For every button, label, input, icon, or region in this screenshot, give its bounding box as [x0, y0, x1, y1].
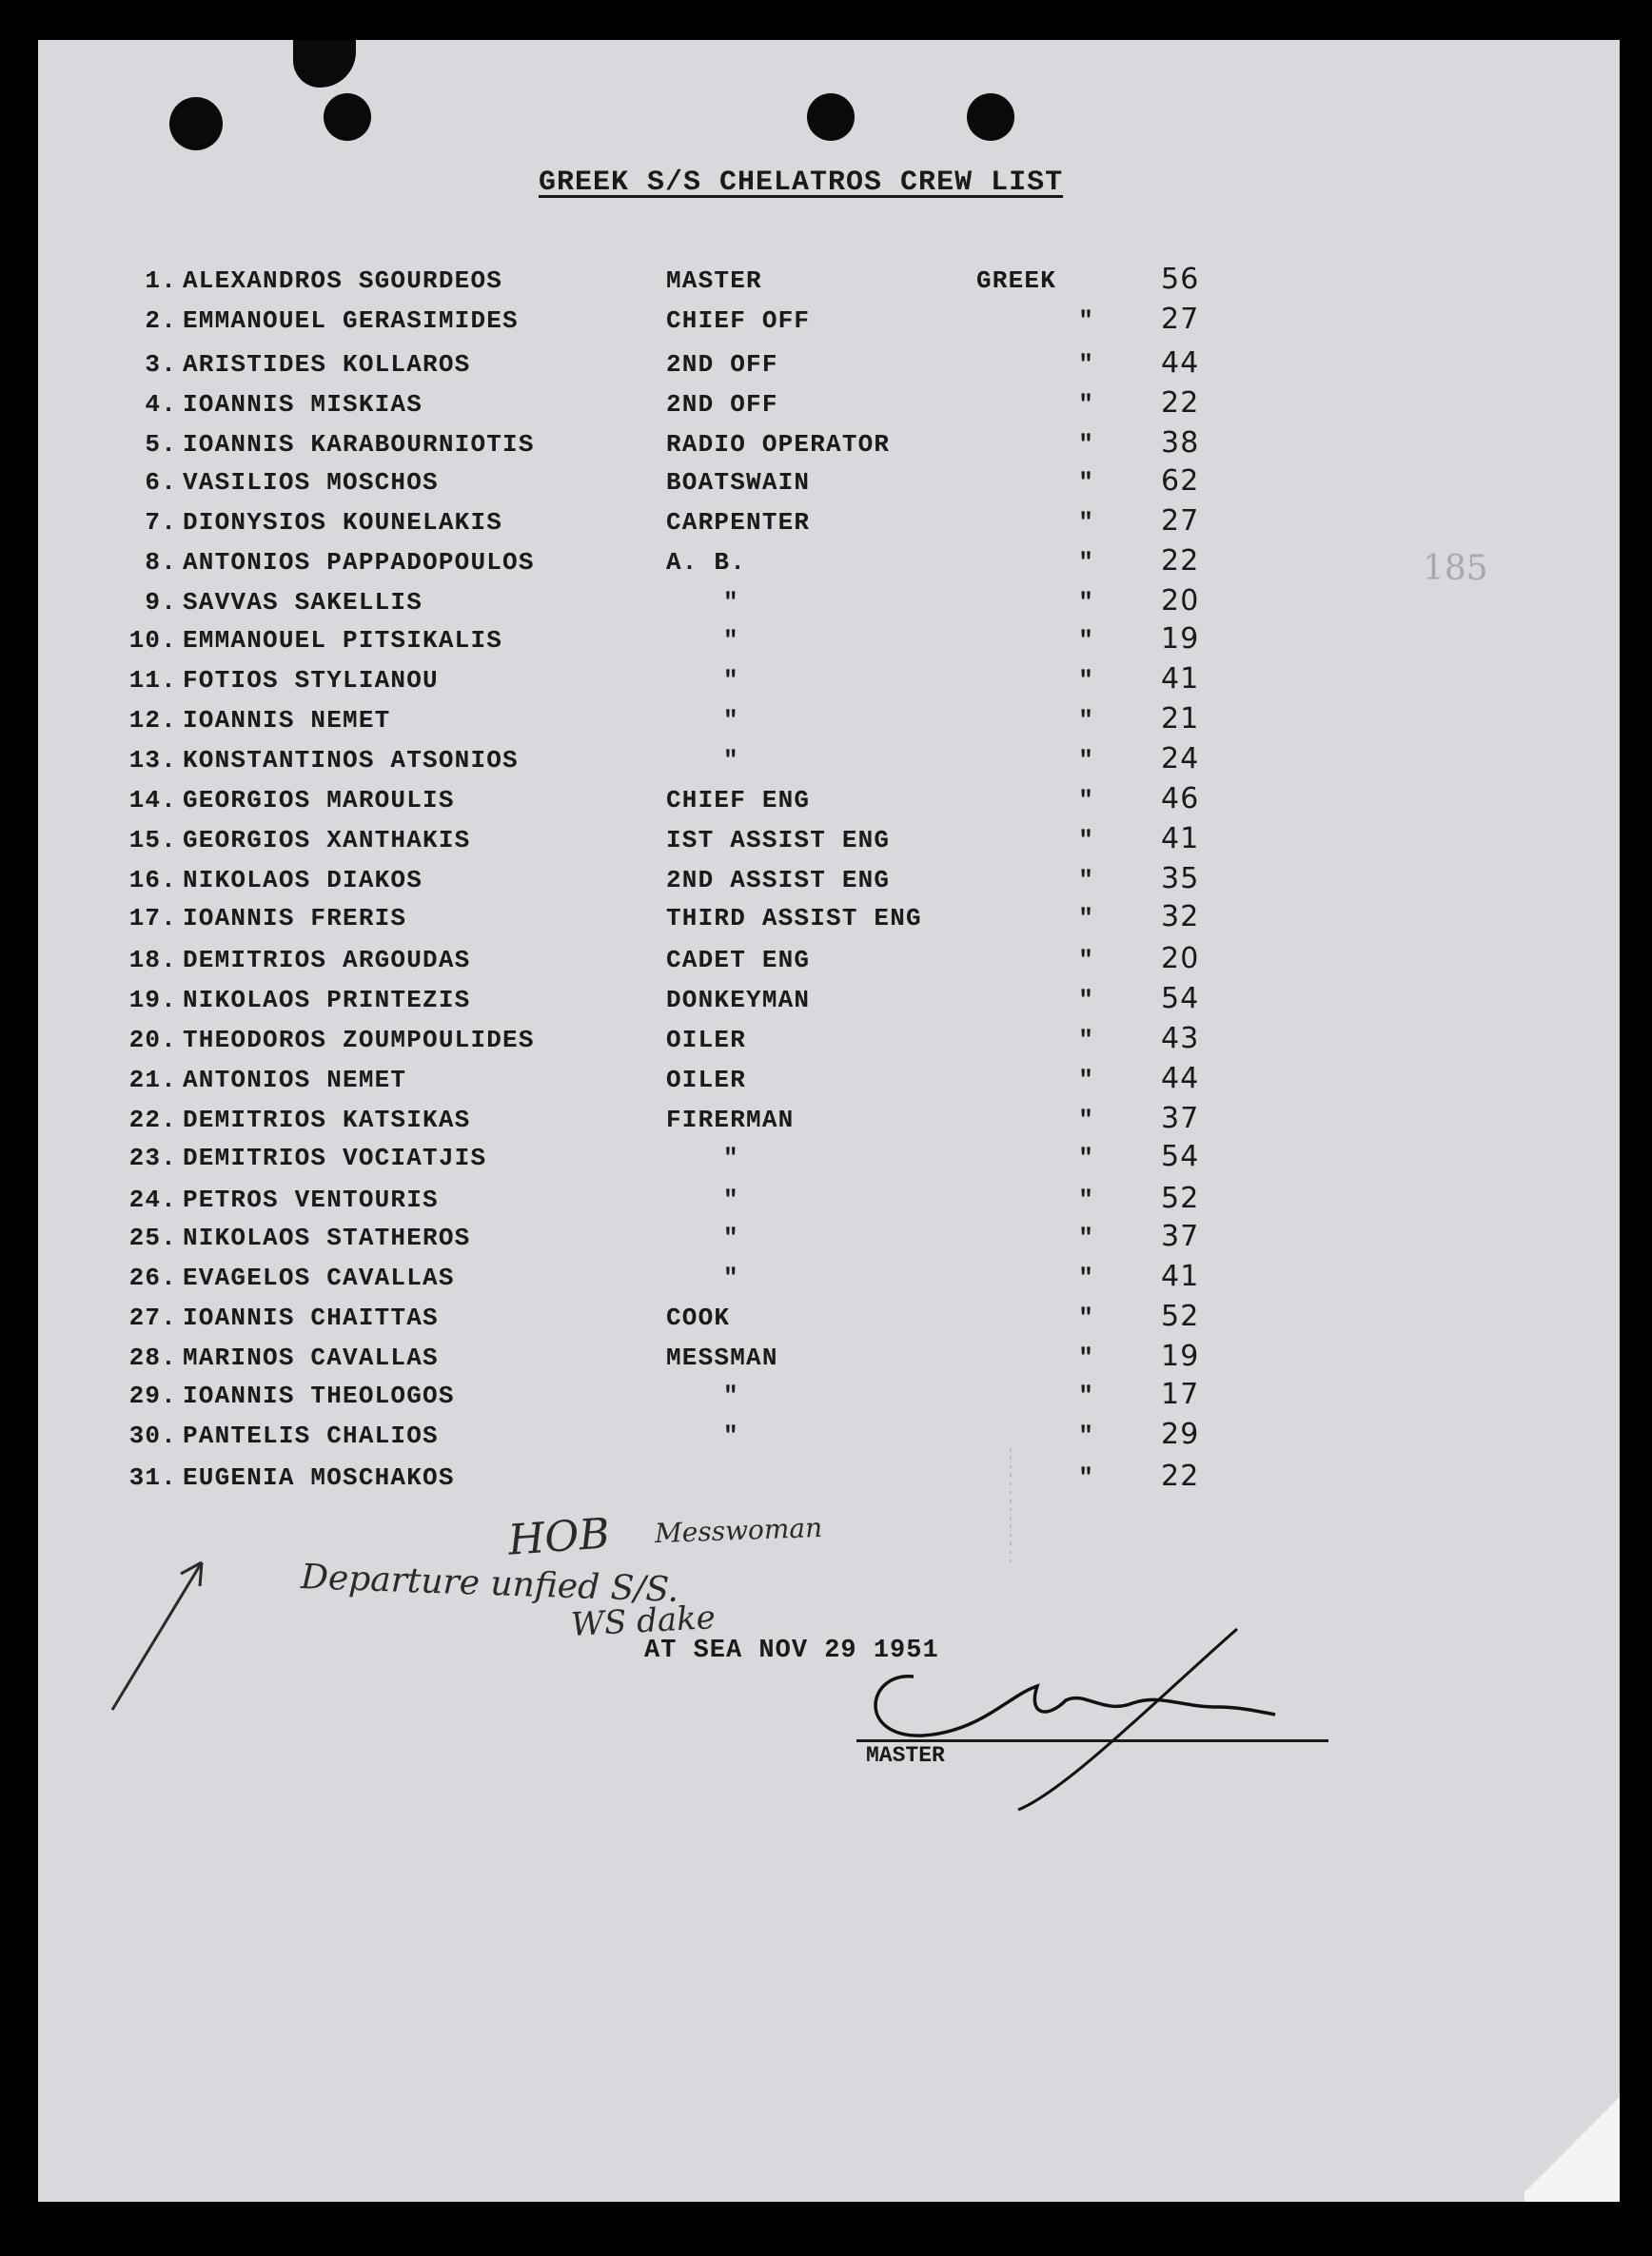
- crew-age: 27: [1161, 504, 1200, 538]
- crew-name: VASILIOS MOSCHOS: [183, 468, 439, 497]
- crew-nationality: ": [1078, 1066, 1094, 1094]
- crew-name: GEORGIOS XANTHAKIS: [183, 826, 471, 854]
- crew-number: 11.: [128, 666, 177, 695]
- crew-age: 44: [1161, 1062, 1200, 1095]
- crew-age: 29: [1161, 1418, 1200, 1451]
- page-corner-fold: [1524, 2088, 1620, 2202]
- document-page: [38, 40, 1620, 2202]
- crew-name: IOANNIS CHAITTAS: [183, 1304, 439, 1332]
- crew-age: 19: [1161, 1340, 1200, 1373]
- crew-name: GEORGIOS MAROULIS: [183, 786, 455, 814]
- crew-name: ARISTIDES KOLLAROS: [183, 350, 471, 379]
- crew-age: 20: [1161, 942, 1200, 975]
- crew-number: 24.: [128, 1186, 177, 1214]
- crew-number: 17.: [128, 904, 177, 932]
- crew-age: 32: [1161, 900, 1200, 933]
- signature-icon: [875, 1677, 1275, 1736]
- crew-name: KONSTANTINOS ATSONIOS: [183, 746, 519, 775]
- crew-age: 43: [1161, 1022, 1200, 1055]
- crew-age: 52: [1161, 1182, 1200, 1215]
- page-title: GREEK S/S CHELATROS CREW LIST: [539, 167, 1064, 199]
- crew-nationality: ": [1078, 508, 1094, 537]
- crew-number: 6.: [145, 468, 177, 497]
- crew-nationality: ": [1078, 1264, 1094, 1292]
- crew-rank: MASTER: [666, 266, 762, 295]
- crew-name: EMMANOUEL GERASIMIDES: [183, 306, 519, 335]
- crew-age: 24: [1161, 742, 1200, 775]
- crew-name: PANTELIS CHALIOS: [183, 1422, 439, 1450]
- crew-name: IOANNIS NEMET: [183, 706, 391, 735]
- crew-number: 14.: [128, 786, 177, 814]
- signature-stroke: [1018, 1629, 1237, 1810]
- crew-nationality: ": [1078, 430, 1094, 459]
- crew-number: 1.: [145, 266, 177, 295]
- annotation-departure: Departure unfied S/S.: [300, 1558, 679, 1610]
- crew-age: 41: [1161, 662, 1200, 696]
- crew-nationality: ": [1078, 786, 1094, 814]
- arrow-icon: [112, 1562, 202, 1710]
- crew-rank: ": [723, 706, 739, 735]
- crew-nationality: ": [1078, 866, 1094, 894]
- crew-age: 27: [1161, 303, 1200, 336]
- crew-name: EMMANOUEL PITSIKALIS: [183, 626, 503, 655]
- crew-age: 54: [1161, 982, 1200, 1015]
- crew-number: 27.: [128, 1304, 177, 1332]
- handwriting-overlay: [38, 40, 1620, 2202]
- crew-number: 23.: [128, 1144, 177, 1172]
- crew-number: 21.: [128, 1066, 177, 1094]
- crew-rank: ": [723, 1382, 739, 1410]
- crew-rank: ": [723, 1422, 739, 1450]
- crew-number: 8.: [145, 548, 177, 577]
- crew-name: NIKOLAOS PRINTEZIS: [183, 986, 471, 1014]
- page-number: 185: [1423, 549, 1488, 588]
- crew-nationality: ": [1078, 1463, 1094, 1492]
- crew-number: 22.: [128, 1106, 177, 1134]
- crew-name: IOANNIS KARABOURNIOTIS: [183, 430, 535, 459]
- crew-nationality: ": [1078, 1144, 1094, 1172]
- crew-rank: ": [723, 1186, 739, 1214]
- crew-number: 26.: [128, 1264, 177, 1292]
- footer-place-date: AT SEA NOV 29 1951: [644, 1637, 939, 1665]
- crew-rank: FIRERMAN: [666, 1106, 795, 1134]
- crew-rank: ": [723, 626, 739, 655]
- crew-rank: BOATSWAIN: [666, 468, 811, 497]
- crew-nationality: ": [1078, 826, 1094, 854]
- crew-age: 56: [1161, 263, 1200, 296]
- crew-rank: A. B.: [666, 548, 747, 577]
- crew-nationality: ": [1078, 588, 1094, 617]
- crew-rank: MESSMAN: [666, 1344, 778, 1372]
- crew-name: NIKOLAOS STATHEROS: [183, 1224, 471, 1252]
- crew-name: IOANNIS THEOLOGOS: [183, 1382, 455, 1410]
- crew-age: 54: [1161, 1140, 1200, 1173]
- crew-nationality: ": [1078, 1224, 1094, 1252]
- crew-age: 62: [1161, 464, 1200, 498]
- crew-nationality: ": [1078, 1422, 1094, 1450]
- crew-rank: ": [723, 666, 739, 695]
- crew-rank: ": [723, 746, 739, 775]
- crew-age: 22: [1161, 386, 1200, 420]
- crew-number: 10.: [128, 626, 177, 655]
- crew-age: 22: [1161, 1460, 1200, 1493]
- annotation-initials: WS dake: [570, 1599, 717, 1644]
- crew-name: ALEXANDROS SGOURDEOS: [183, 266, 503, 295]
- crew-rank: CARPENTER: [666, 508, 811, 537]
- crew-name: THEODOROS ZOUMPOULIDES: [183, 1026, 535, 1054]
- crew-age: 35: [1161, 862, 1200, 895]
- crew-age: 19: [1161, 622, 1200, 656]
- crew-age: 46: [1161, 782, 1200, 815]
- crew-rank: IST ASSIST ENG: [666, 826, 891, 854]
- crew-age: 17: [1161, 1378, 1200, 1411]
- crew-number: 29.: [128, 1382, 177, 1410]
- crew-age: 41: [1161, 1260, 1200, 1293]
- crew-rank: RADIO OPERATOR: [666, 430, 891, 459]
- crew-age: 38: [1161, 426, 1200, 460]
- crew-nationality: ": [1078, 626, 1094, 655]
- crew-rank: DONKEYMAN: [666, 986, 811, 1014]
- crew-rank: CHIEF ENG: [666, 786, 811, 814]
- crew-number: 13.: [128, 746, 177, 775]
- crew-nationality: ": [1078, 1304, 1094, 1332]
- crew-rank: ": [723, 1144, 739, 1172]
- crew-nationality: ": [1078, 1106, 1094, 1134]
- crew-number: 30.: [128, 1422, 177, 1450]
- crew-name: NIKOLAOS DIAKOS: [183, 866, 423, 894]
- crew-number: 15.: [128, 826, 177, 854]
- crew-name: EVAGELOS CAVALLAS: [183, 1264, 455, 1292]
- crew-number: 7.: [145, 508, 177, 537]
- crew-name: ANTONIOS NEMET: [183, 1066, 407, 1094]
- crew-nationality: ": [1078, 306, 1094, 335]
- crew-name: PETROS VENTOURIS: [183, 1186, 439, 1214]
- crew-nationality: ": [1078, 548, 1094, 577]
- crew-nationality: ": [1078, 946, 1094, 974]
- crew-age: 37: [1161, 1102, 1200, 1135]
- crew-rank: CADET ENG: [666, 946, 811, 974]
- crew-number: 12.: [128, 706, 177, 735]
- crew-name: MARINOS CAVALLAS: [183, 1344, 439, 1372]
- crew-number: 2.: [145, 306, 177, 335]
- crew-rank: COOK: [666, 1304, 731, 1332]
- crew-nationality: ": [1078, 1382, 1094, 1410]
- crew-number: 4.: [145, 390, 177, 419]
- crew-name: DEMITRIOS KATSIKAS: [183, 1106, 471, 1134]
- crew-rank: 2ND OFF: [666, 390, 778, 419]
- crew-nationality: ": [1078, 350, 1094, 379]
- crew-nationality: ": [1078, 666, 1094, 695]
- crew-name: EUGENIA MOSCHAKOS: [183, 1463, 455, 1492]
- crew-age: 37: [1161, 1220, 1200, 1253]
- crew-name: ANTONIOS PAPPADOPOULOS: [183, 548, 535, 577]
- crew-name: DEMITRIOS VOCIATJIS: [183, 1144, 487, 1172]
- crew-number: 31.: [128, 1463, 177, 1492]
- crew-number: 19.: [128, 986, 177, 1014]
- crew-rank: CHIEF OFF: [666, 306, 811, 335]
- crew-number: 28.: [128, 1344, 177, 1372]
- crew-number: 3.: [145, 350, 177, 379]
- crew-rank: ": [723, 1264, 739, 1292]
- crew-age: 21: [1161, 702, 1200, 736]
- crew-age: 52: [1161, 1300, 1200, 1333]
- crew-nationality: ": [1078, 1344, 1094, 1372]
- crew-name: IOANNIS FRERIS: [183, 904, 407, 932]
- crew-age: 44: [1161, 346, 1200, 380]
- crew-number: 20.: [128, 1026, 177, 1054]
- crew-nationality: ": [1078, 904, 1094, 932]
- crew-rank: 2ND ASSIST ENG: [666, 866, 891, 894]
- master-label: MASTER: [866, 1743, 945, 1768]
- crew-rank: THIRD ASSIST ENG: [666, 904, 922, 932]
- crew-name: DEMITRIOS ARGOUDAS: [183, 946, 471, 974]
- crew-name: FOTIOS STYLIANOU: [183, 666, 439, 695]
- crew-number: 25.: [128, 1224, 177, 1252]
- crew-nationality: ": [1078, 1026, 1094, 1054]
- crew-age: 20: [1161, 584, 1200, 618]
- annotation-hob: HOB: [506, 1509, 612, 1565]
- crew-nationality: ": [1078, 468, 1094, 497]
- crew-rank: ": [723, 1224, 739, 1252]
- crew-age: 41: [1161, 822, 1200, 855]
- crew-nationality: GREEK: [975, 266, 1056, 295]
- crew-nationality: ": [1078, 1186, 1094, 1214]
- crew-number: 9.: [145, 588, 177, 617]
- crew-age: 22: [1161, 544, 1200, 578]
- annotation-messwoman: Messwoman: [654, 1511, 823, 1550]
- crew-rank: OILER: [666, 1026, 747, 1054]
- crew-number: 5.: [145, 430, 177, 459]
- crew-number: 16.: [128, 866, 177, 894]
- crew-name: IOANNIS MISKIAS: [183, 390, 423, 419]
- crew-nationality: ": [1078, 706, 1094, 735]
- crew-nationality: ": [1078, 746, 1094, 775]
- crew-name: SAVVAS SAKELLIS: [183, 588, 423, 617]
- crew-number: 18.: [128, 946, 177, 974]
- crew-rank: ": [723, 588, 739, 617]
- crew-rank: OILER: [666, 1066, 747, 1094]
- crew-rank: 2ND OFF: [666, 350, 778, 379]
- crew-name: DIONYSIOS KOUNELAKIS: [183, 508, 503, 537]
- crew-nationality: ": [1078, 390, 1094, 419]
- crew-nationality: ": [1078, 986, 1094, 1014]
